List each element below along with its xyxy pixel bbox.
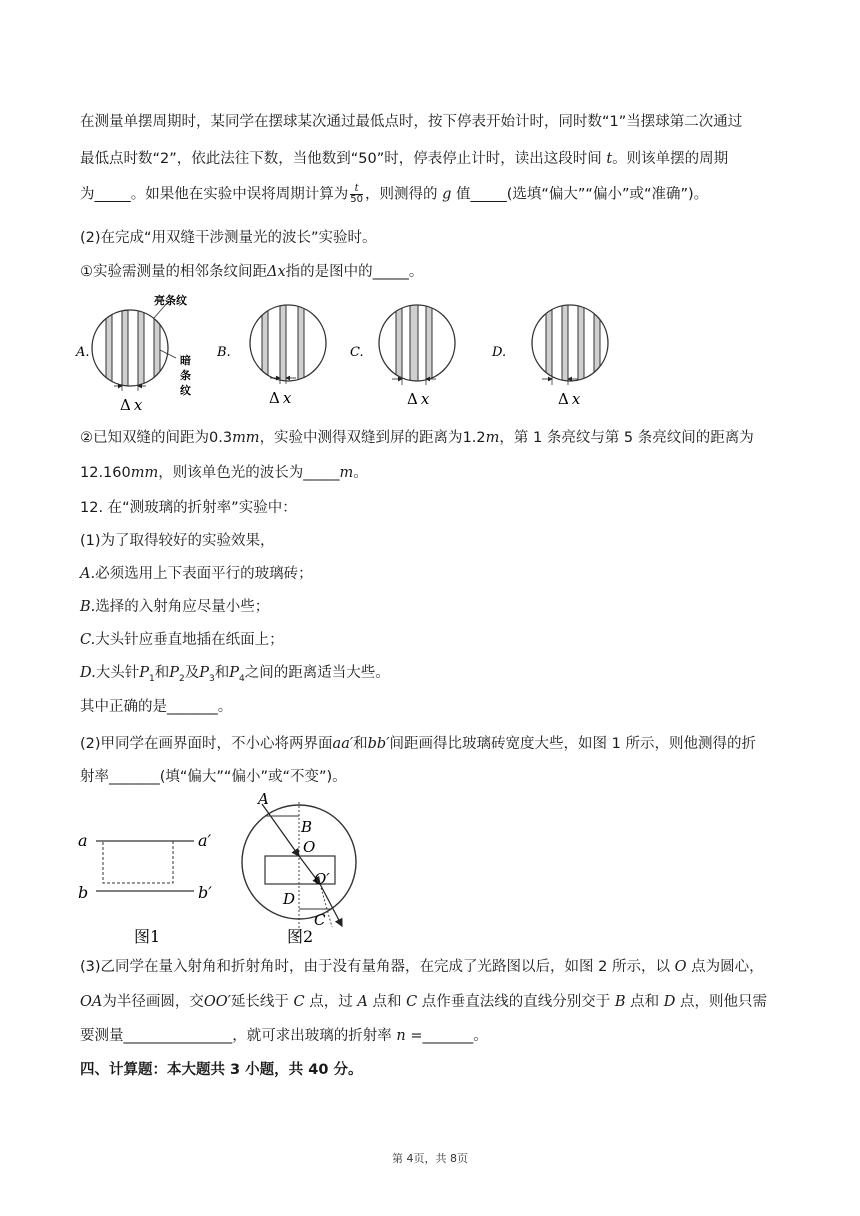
fringe-circle-c <box>396 302 432 392</box>
subscript: 2 <box>178 673 185 684</box>
text: 延长线于 <box>230 994 289 1010</box>
label-a-prime: a′ <box>198 831 212 850</box>
option-text: 必须选用上下表面平行的玻璃砖； <box>95 566 313 582</box>
label-D: D <box>283 890 296 908</box>
text: 之间的距离适当大些。 <box>244 665 390 681</box>
text-line <box>80 992 785 1012</box>
option-letter: C. <box>80 632 96 648</box>
text: 为半径画圆，交 <box>102 994 204 1010</box>
option-b <box>80 597 785 617</box>
fringe-circle-b <box>262 302 304 392</box>
text: 在测量单摆周期时，某同学在摆球某次通过最低点时，按下停表开始计时，同时数“1”当摆球第二次通过 <box>80 114 743 130</box>
variable: OA <box>80 994 103 1010</box>
variable: C <box>293 994 305 1010</box>
delta-label-a: Δ x <box>120 396 143 414</box>
fraction-numerator: t <box>350 184 363 195</box>
text: 。 <box>353 465 368 481</box>
label-b: b <box>78 883 89 902</box>
text: 。则该单摆的周期 <box>612 151 729 167</box>
variable: P <box>169 665 179 681</box>
text-line <box>80 184 785 205</box>
text-line <box>80 1026 785 1046</box>
figure-1 <box>78 831 212 946</box>
text: 四、计算题：本大题共 3 小题，共 40 分。 <box>80 1062 363 1078</box>
variable: P <box>139 665 149 681</box>
delta-label-c: Δ x <box>407 390 430 408</box>
text: =_______。 <box>410 1028 488 1044</box>
unit: m <box>339 465 354 481</box>
text-line <box>80 149 785 169</box>
label-C: C <box>314 911 326 929</box>
variable: aa′ <box>332 736 354 752</box>
label-O: O <box>303 838 316 856</box>
text: ，第 1 条亮纹与第 5 条亮纹间的距离为 <box>499 430 754 446</box>
text: 和 <box>154 665 170 681</box>
fraction-denominator: 50 <box>350 194 363 205</box>
label-a: a <box>78 831 88 850</box>
text: 点，则他只需 <box>680 994 768 1010</box>
option-text: 大头针 <box>95 665 140 681</box>
text: 和 <box>353 736 368 752</box>
dark-fringe-label-1: 暗 <box>180 354 191 367</box>
subscript: 1 <box>148 673 155 684</box>
option-d <box>80 663 785 689</box>
fringe-circle-d <box>546 302 600 392</box>
option-d-label: D. <box>492 345 507 360</box>
delta-label-d: Δ x <box>558 390 581 408</box>
text: (2)甲同学在画界面时，不小心将两界面 <box>80 736 333 752</box>
text: 要测量_______________，就可求出玻璃的折射率 <box>80 1028 392 1044</box>
option-c-label: C. <box>350 345 364 360</box>
text-line <box>80 767 785 787</box>
variable: B <box>614 994 626 1010</box>
unit: m <box>485 430 500 446</box>
variable: O <box>674 959 687 975</box>
text-line <box>80 697 785 717</box>
dark-fringe-label-3: 纹 <box>180 384 191 397</box>
subscript: 4 <box>238 673 245 684</box>
question-title: 12. 在“测玻璃的折射率”实验中： <box>80 500 297 516</box>
text-line <box>80 262 785 282</box>
text: 及 <box>184 665 200 681</box>
text: 值_____(选填“偏大”“偏小”或“准确”)。 <box>456 186 709 203</box>
text-line <box>80 463 785 483</box>
variable: A <box>357 994 368 1010</box>
text: (3)乙同学在量入射角和折射角时，由于没有量角器，在完成了光路图以后，如图 2 所示，以 <box>80 959 670 975</box>
text: ，则测得的 <box>364 186 438 203</box>
option-text: 选择的入射角应尽量小些； <box>95 599 270 615</box>
text-line <box>80 957 785 977</box>
unit: mm <box>232 430 260 446</box>
subscript: 3 <box>208 673 215 684</box>
option-letter: D. <box>80 665 96 681</box>
text-line <box>80 228 785 248</box>
glass-figure <box>70 792 390 952</box>
value: 1.2 <box>462 430 486 446</box>
text: 指的是图中的_____。 <box>285 264 424 280</box>
label-A: A <box>258 792 269 808</box>
variable: C <box>406 994 418 1010</box>
option-letter: A. <box>80 566 96 582</box>
value: 12.160 <box>80 465 131 481</box>
label-B: B <box>301 818 313 836</box>
label-b-prime: b′ <box>198 883 212 902</box>
text: (1)为了取得较好的实验效果， <box>80 533 275 549</box>
text: 点作垂直法线的直线分别交于 <box>421 994 611 1010</box>
text: ①实验需测量的相邻条纹间距 <box>80 264 267 280</box>
text-line <box>80 498 785 518</box>
text: 其中正确的是_______。 <box>80 699 233 715</box>
text: 间距画得比玻璃砖宽度大些，如图 1 所示，则他测得的折 <box>389 736 756 752</box>
text: 点，过 <box>309 994 353 1010</box>
variable: t <box>606 151 613 167</box>
option-c <box>80 630 785 650</box>
section-heading <box>80 1060 785 1080</box>
text: ，实验中测得双缝到屏的距离为 <box>259 430 463 446</box>
variable: P <box>199 665 209 681</box>
option-b-label: B. <box>217 345 231 360</box>
option-letter: B. <box>80 599 96 615</box>
option-text: 大头针应垂直地插在纸面上； <box>95 632 284 648</box>
text: ，则该单色光的波长为_____ <box>158 465 340 481</box>
text: (2)在完成“用双缝干涉测量光的波长”实验时。 <box>80 230 377 246</box>
variable: OO′ <box>203 994 231 1010</box>
fringe-circle-a <box>106 306 160 398</box>
text-line <box>80 734 785 754</box>
variable: bb′ <box>367 736 390 752</box>
text: 点和 <box>372 994 402 1010</box>
text: 和 <box>214 665 230 681</box>
text-line <box>80 428 785 448</box>
text-line <box>80 531 785 551</box>
option-a-label: A. <box>76 345 90 360</box>
figure-2-caption: 图2 <box>287 927 314 946</box>
text: 点和 <box>630 994 660 1010</box>
value: 0.3 <box>209 430 233 446</box>
page-footer: 第 4页，共 8页 <box>392 1152 468 1165</box>
fringe-figure <box>70 288 630 418</box>
text: 射率_______(填“偏大”“偏小”或“不变”)。 <box>80 769 347 785</box>
text: 点为圆心， <box>691 959 764 975</box>
delta-label-b: Δ x <box>269 389 292 407</box>
figure-2 <box>242 792 356 946</box>
text: ②已知双缝的间距为 <box>80 430 209 446</box>
unit: mm <box>130 465 159 481</box>
text: 为_____。如果他在实验中误将周期计算为 <box>80 186 349 203</box>
variable: n <box>396 1028 406 1044</box>
variable: P <box>229 665 239 681</box>
variable: Δx <box>267 264 286 280</box>
fraction <box>350 184 363 205</box>
bright-fringe-label: 亮条纹 <box>154 294 187 307</box>
dark-fringe-label-2: 条 <box>180 369 191 382</box>
option-a <box>80 564 785 584</box>
text: 最低点时数“2”，依此法往下数，当他数到“50”时，停表停止计时，读出这段时间 <box>80 151 602 167</box>
figure-1-caption: 图1 <box>134 927 161 946</box>
label-O-prime: O′ <box>314 870 330 888</box>
text-line <box>80 112 785 132</box>
variable: D <box>663 994 676 1010</box>
variable: g <box>442 186 452 203</box>
